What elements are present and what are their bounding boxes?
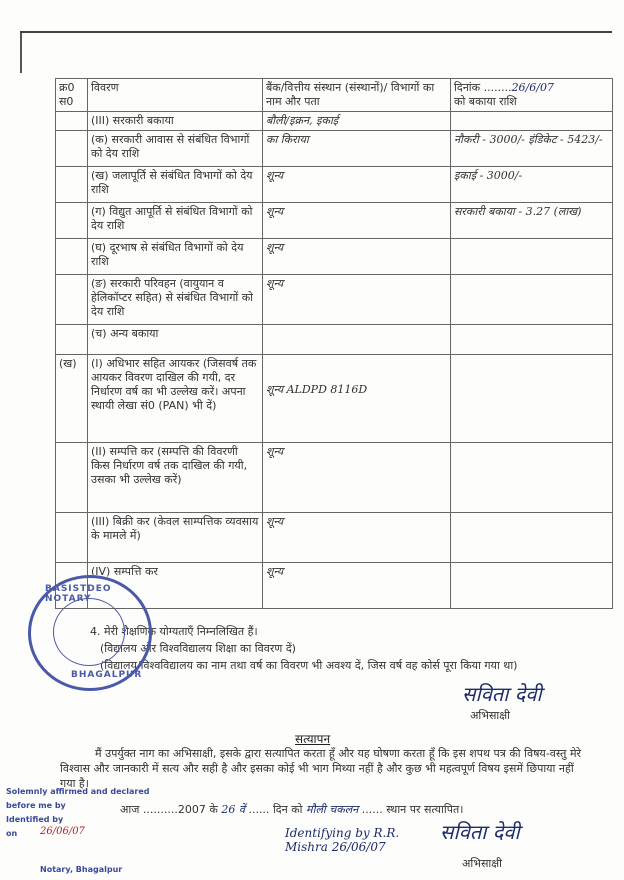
left-tick: [20, 33, 22, 73]
table-row: (III) सरकारी बकाया बौली/इक्रन, इकाई: [56, 112, 613, 131]
table-row: (III) बिक्री कर (केवल साम्पत्तिक व्यवसाय के मामले में) शून्य: [56, 513, 613, 563]
table-row: (ङ) सरकारी परिवहन (वायुयान व हेलिकॉप्टर सहित) से संबंधित विभागों को देय राशि शून्य: [56, 275, 613, 325]
education-line-3: (विद्यालय/विश्वविद्यालय का नाम तथा वर्ष का विवरण भी अवश्य दें, जिस वर्ष वह कोर्स पूरा किया गया था): [100, 659, 518, 672]
signer-label-2: अभिसाक्षी: [462, 857, 503, 870]
notary-round-stamp: BASISTDEO NOTARY BHAGALPUR: [28, 575, 152, 691]
table-row: (ख) जलापूर्ति से संबंधित विभागों को देय राशि शून्य इकाई - 3000/-: [56, 167, 613, 203]
table-row: (IV) सम्पत्ति कर शून्य: [56, 563, 613, 609]
table-row: (ग) विद्युत आपूर्ति से संबंधित विभागों को देय राशि शून्य सरकारी बकाया - 3.27 (लाख): [56, 203, 613, 239]
notary-on-date: 26/06/07: [40, 826, 85, 837]
identifier-signature: Identifying by R.R. Mishra 26/06/07: [285, 826, 400, 854]
education-line-1: 4. मेरी शैक्षणिक योग्यताएँ निम्नलिखित हैं।: [90, 625, 258, 638]
signature-1: सविता देवी: [462, 682, 542, 706]
notary-solemnly: Solemnly affirmed and declared: [6, 787, 150, 796]
verification-paragraph: मैं उपर्युक्त नाग का अभिसाक्षी, इसके द्वारा सत्यापित करता हूँ और यह घोषणा करता हूँ कि इस शपथ पत्र की विषय-वस्तु मेरे विश्वास और जानकारी में सत्य और सही है और इसका कोई भी भाग मिथ्या नहीं है और कुछ भी महत्वपूर्ण विषय इसमें छिपाया नहीं गया है।: [60, 747, 582, 790]
notary-identified: Identified by: [6, 815, 64, 824]
education-line-2: (विद्यालय और विश्वविद्यालय शिक्षा का विवरण दें): [100, 642, 296, 655]
table-header: [56, 79, 613, 112]
table-row: (II) सम्पत्ति कर (सम्पत्ति की विवरणी किस निर्धारण वर्ष तक दाखिल की गयी, उसका भी उल्लेख करें) शून्य: [56, 443, 613, 513]
header-date: दिनांक ........26/6/07 को बकाया राशि: [451, 79, 613, 112]
verification-date-line: आज ..........2007 के 26 वें ...... दिन को मौली चकलन ...... स्थान पर सत्यापित।: [120, 803, 464, 816]
notary-label: Notary, Bhagalpur: [40, 865, 123, 874]
verification-heading: सत्यापन: [295, 732, 331, 746]
notary-before: before me by: [6, 801, 66, 810]
table-row: (च) अन्य बकाया: [56, 325, 613, 355]
table-row: (घ) दूरभाष से संबंधित विभागों को देय राशि शून्य: [56, 239, 613, 275]
signer-label-1: अभिसाक्षी: [470, 709, 511, 722]
table-row: (क) सरकारी आवास से संबंधित विभागों को देय राशि का किराया नौकरी - 3000/- इंडिकेट - 5423/-: [56, 131, 613, 167]
header-serial: क्र0 स0: [56, 79, 88, 112]
signature-2: सविता देवी: [440, 820, 520, 844]
dues-table: [55, 78, 613, 609]
top-border: [20, 31, 612, 33]
header-description: विवरण: [88, 79, 263, 112]
header-bank: बैंक/वित्तीय संस्थान (संस्थानों)/ विभागों का नाम और पता: [263, 79, 451, 112]
notary-on: on: [6, 829, 18, 838]
table-row: (ख) (I) अधिभार सहित आयकर (जिसवर्ष तक आयकर विवरण दाखिल की गयी, दर निर्धारण वर्ष का भी उल्लेख करें। अपना स्थायी लेखा सं0 (PAN) भी दें) शून्य ALDPD 8116D: [56, 355, 613, 443]
